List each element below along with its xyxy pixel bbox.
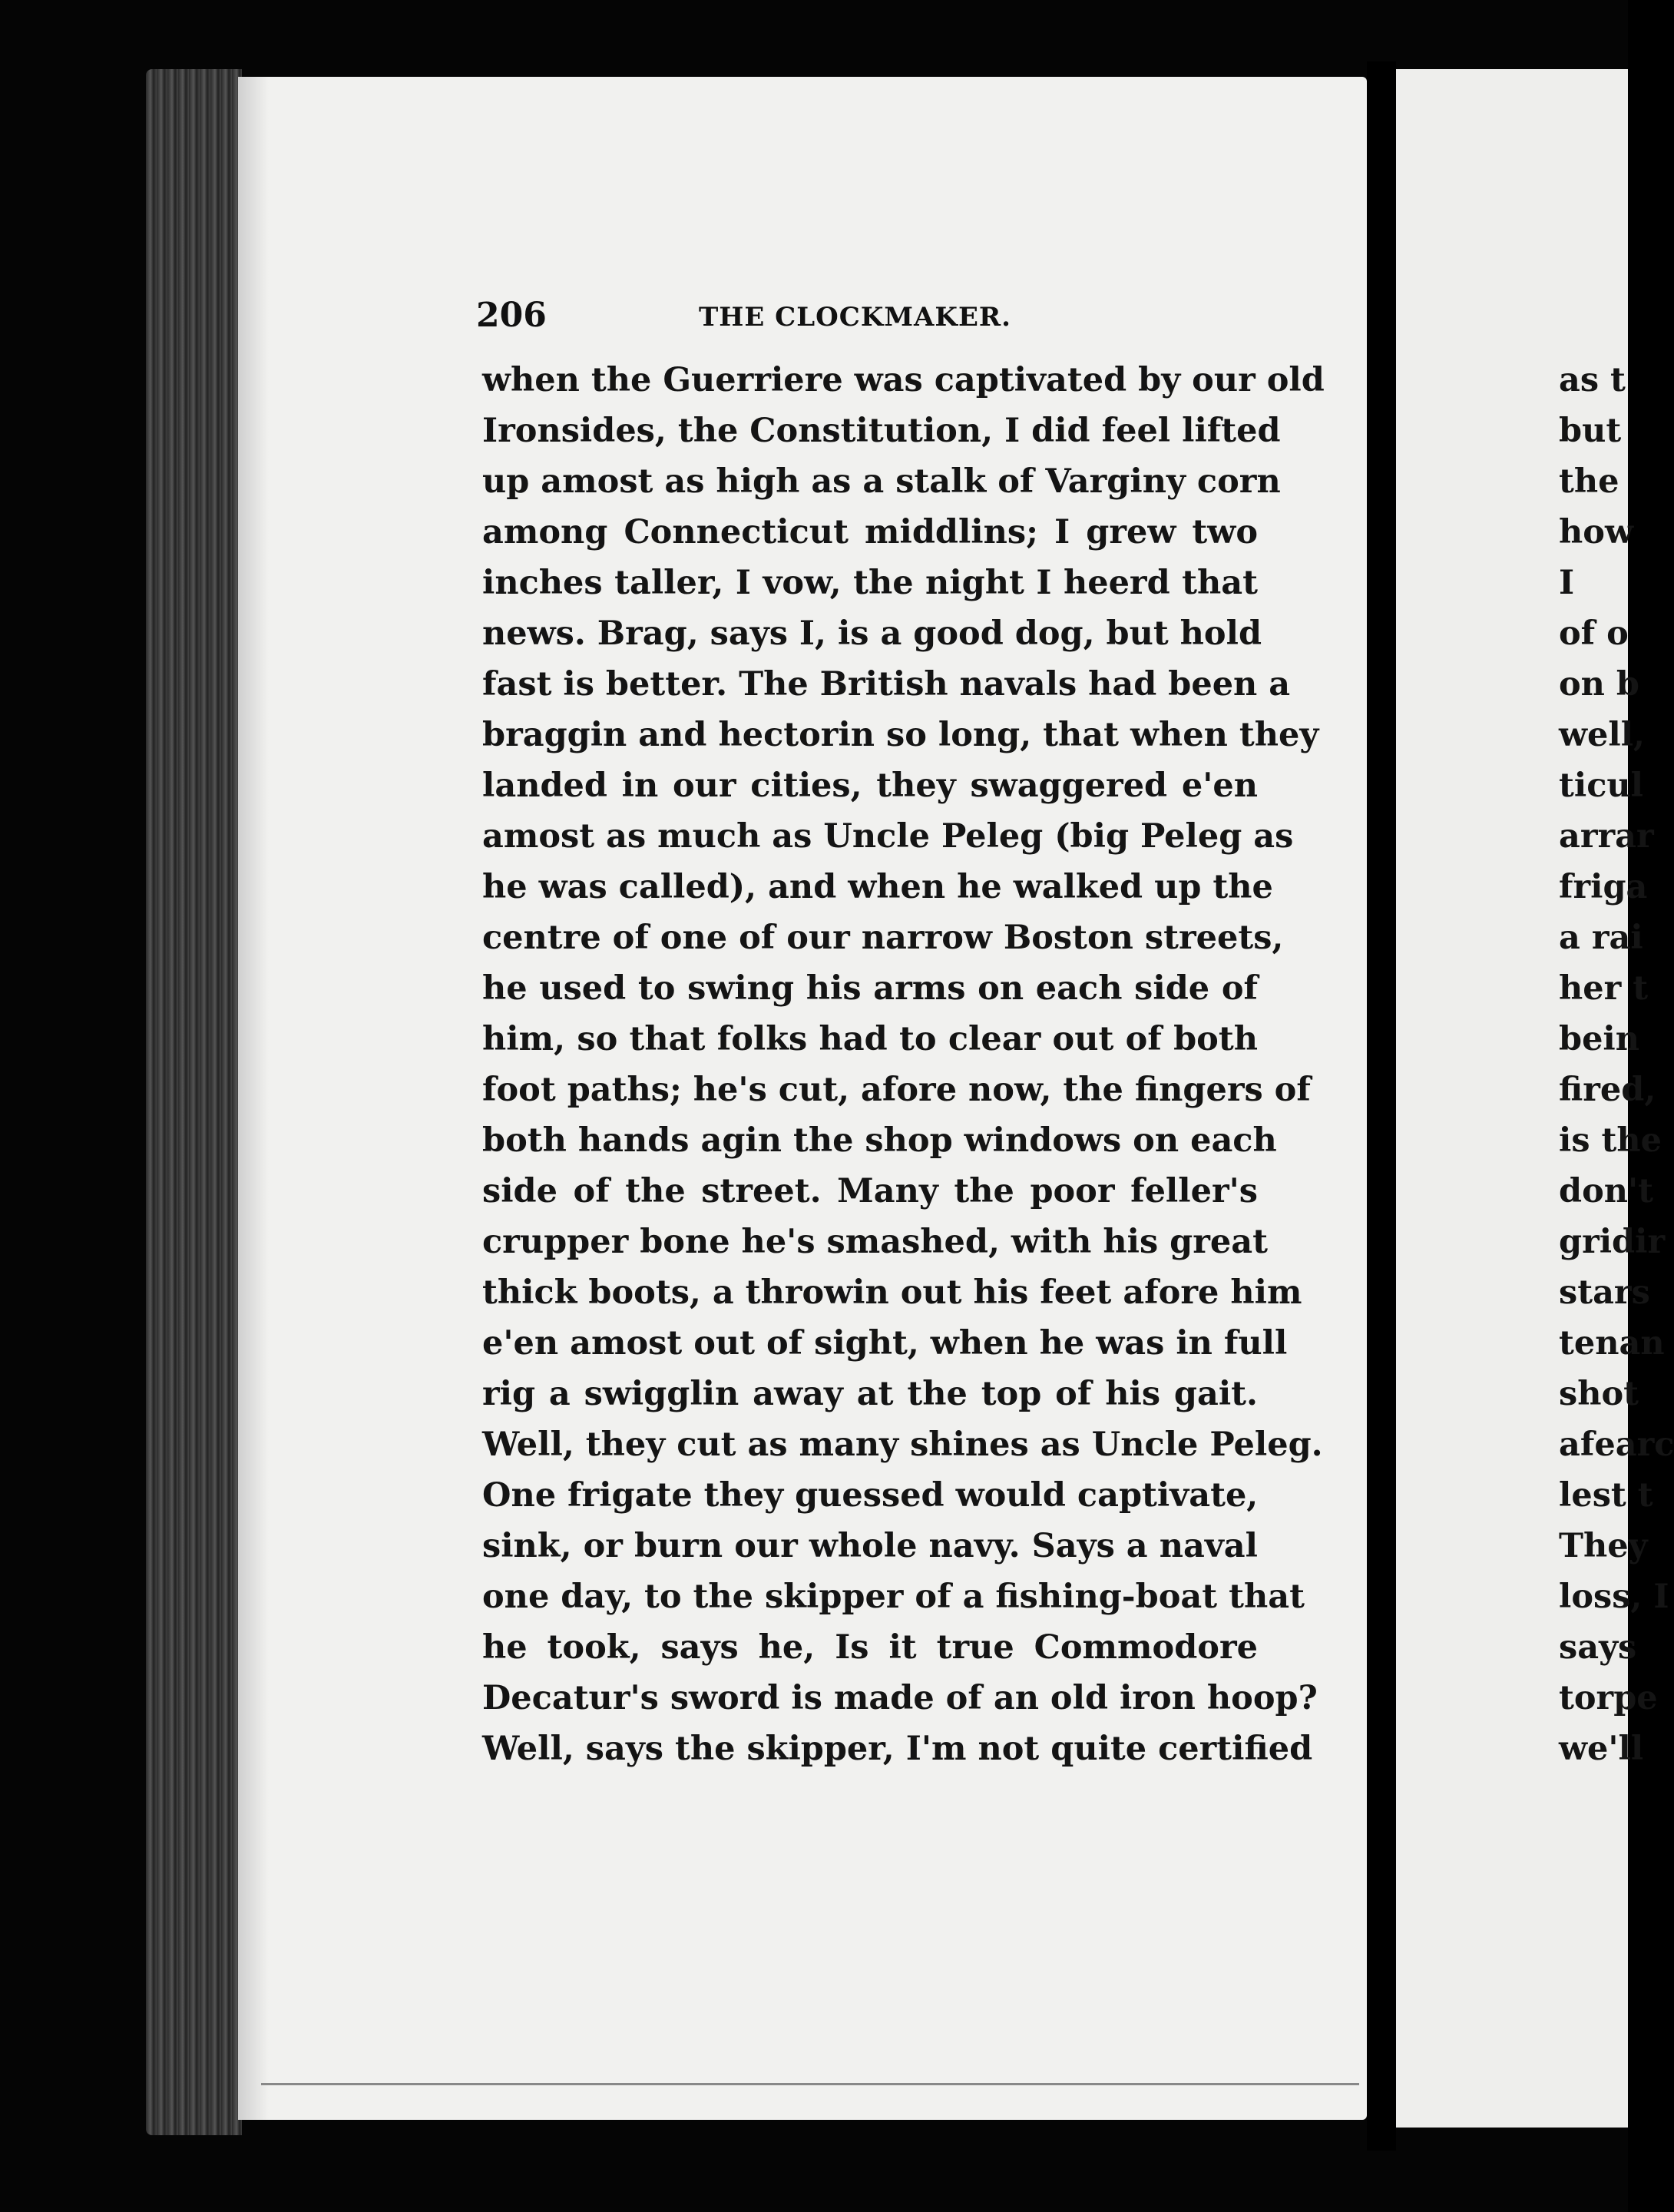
right-text-fragment: on b [1559,665,1639,704]
right-text-fragment: stars [1559,1273,1650,1312]
text-line: Well, they cut as many shines as Uncle Peleg. [482,1426,1323,1464]
text-line: sink, or burn our whole navy. Says a naval [482,1527,1258,1565]
right-text-fragment: loss, I [1559,1578,1669,1616]
text-line: e'en amost out of sight, when he was in full [482,1324,1288,1363]
text-line: braggin and hectorin so long, that when they [482,716,1319,754]
text-line: up amost as high as a stalk of Varginy corn [482,462,1281,501]
text-line: Ironsides, the Constitution, I did feel lifted [482,412,1281,450]
text-line: Well, says the skipper, I'm not quite certified [482,1730,1313,1768]
text-line: fast is better. The British navals had been a [482,665,1291,704]
right-text-fragment: arrar [1559,817,1654,856]
text-line: centre of one of our narrow Boston streets, [482,919,1284,957]
text-line: foot paths; he's cut, afore now, the fingers of [482,1071,1311,1109]
right-text-fragment: well, [1559,716,1646,754]
text-line: when the Guerriere was captivated by our old [482,361,1325,399]
right-text-fragment: of o [1559,614,1629,653]
text-line: he used to swing his arms on each side of [482,969,1258,1008]
right-text-fragment: a rai [1559,919,1643,957]
right-text-fragment: don't [1559,1172,1654,1210]
right-text-fragment: the [1559,462,1619,501]
text-line: one day, to the skipper of a fishing-boat that [482,1578,1305,1616]
right-text-fragment: They [1559,1527,1648,1565]
right-text-fragment: lest t [1559,1476,1653,1515]
right-text-fragment: is the [1559,1121,1662,1160]
text-line: landed in our cities, they swaggered e'en [482,767,1258,805]
body-text [482,355,1325,1774]
right-text-fragment: I [1559,564,1575,602]
text-line: amost as much as Uncle Peleg (big Peleg as [482,817,1294,856]
right-text-fragment: tenan [1559,1324,1665,1363]
right-text-fragment: we'll [1559,1730,1644,1768]
right-text-fragment: as t [1559,361,1626,399]
text-line: he was called), and when he walked up the [482,868,1273,906]
book-gutter [1367,61,1396,2151]
right-text-fragment: says [1559,1628,1637,1667]
page-edges [146,69,242,2135]
right-text-fragment: how [1559,513,1633,551]
text-line: rig a swigglin away at the top of his gait. [482,1375,1258,1413]
right-page-text-fragments [1559,355,1674,1774]
right-text-fragment: friga [1559,868,1648,906]
text-line: both hands agin the shop windows on each [482,1121,1277,1160]
text-line: he took, says he, Is it true Commodore [482,1628,1258,1667]
text-line: among Connecticut middlins; I grew two [482,513,1258,551]
right-text-fragment: her t [1559,969,1649,1008]
right-text-fragment: bein [1559,1020,1640,1058]
page-bottom-edge [261,2083,1359,2085]
text-line: thick boots, a throwin out his feet afore him [482,1273,1302,1312]
text-line: crupper bone he's smashed, with his great [482,1223,1268,1261]
text-line: inches taller, I vow, the night I heerd that [482,564,1258,602]
text-line: One frigate they guessed would captivate, [482,1476,1259,1515]
right-text-fragment: gridir [1559,1223,1666,1261]
right-text-fragment: shot [1559,1375,1639,1413]
right-text-fragment: afearc [1559,1426,1674,1464]
page-header [476,296,1321,342]
page-number: 206 [476,296,547,335]
right-text-fragment: but [1559,412,1622,450]
text-line: Decatur's sword is made of an old iron hoop? [482,1679,1318,1717]
text-line: side of the street. Many the poor feller's [482,1172,1258,1210]
text-line: news. Brag, says I, is a good dog, but hold [482,614,1262,653]
text-line: him, so that folks had to clear out of both [482,1020,1258,1058]
right-text-fragment: ticul [1559,767,1643,805]
right-text-fragment: fired, [1559,1071,1656,1109]
running-head: THE CLOCKMAKER. [699,302,1011,333]
right-text-fragment: torpe [1559,1679,1658,1717]
